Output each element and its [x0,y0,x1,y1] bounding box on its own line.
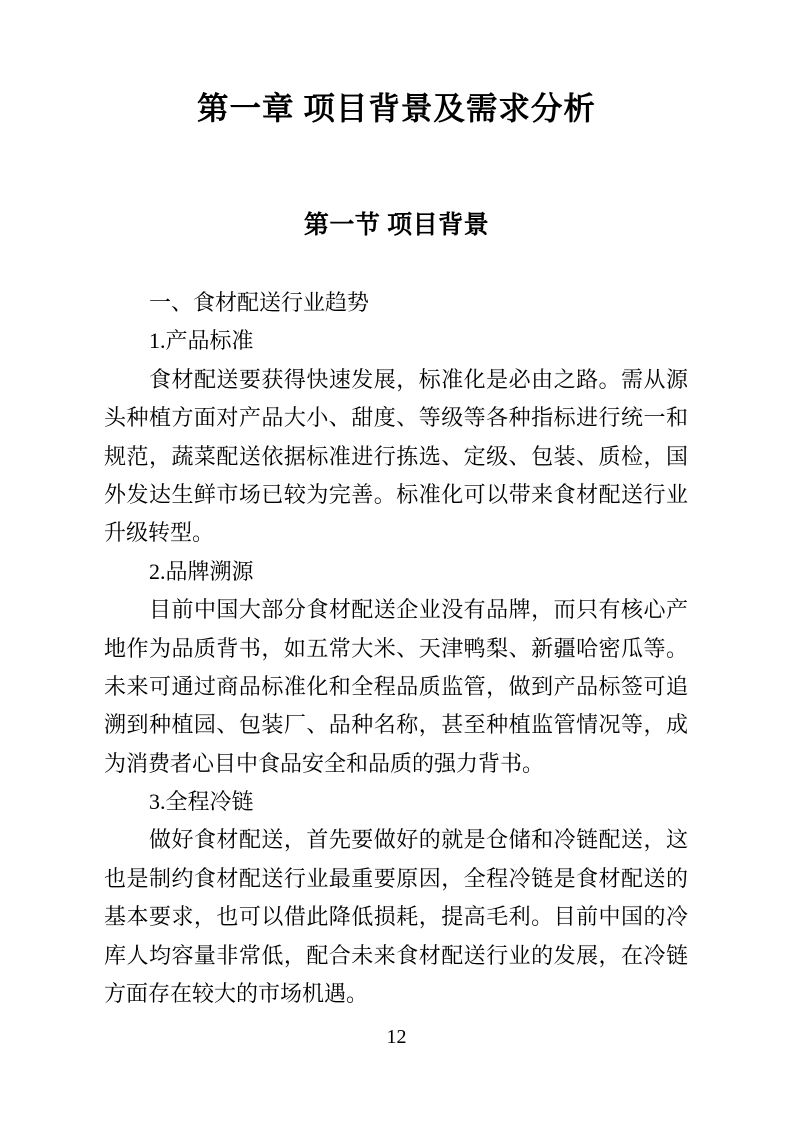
body-subheading [104,284,688,322]
chapter-heading: 第一章 项目背景及需求分析 [197,91,596,126]
body-paragraph [104,361,688,553]
body-text-line: 目前中国大部分食材配送企业没有品牌，而只有核心产 [149,597,688,623]
body-text-line: 溯到种植园、包装厂、品种名称，甚至种植监管情况等，成 [104,712,688,738]
body-text-line: 库人均容量非常低，配合未来食材配送行业的发展，在冷链 [104,942,688,968]
body-text-line: 外发达生鲜市场已较为完善。标准化可以带来食材配送行业 [104,481,688,507]
body-text-line: 食材配送要获得快速发展，标准化是必由之路。需从源 [149,366,688,392]
body-subheading [104,553,688,591]
body-paragraph [104,591,688,783]
body-text-line: 做好食材配送，首先要做好的就是仓储和冷链配送，这 [149,827,688,853]
body-text-line: 基本要求，也可以借此降低损耗，提高毛利。目前中国的冷 [104,904,688,930]
section-heading: 第一节 项目背景 [303,212,490,239]
body-text-line: 头种植方面对产品大小、甜度、等级等各种指标进行统一和 [104,405,688,431]
body-text-line: 方面存在较大的市场机遇。 [104,981,369,1007]
body-text-line: 升级转型。 [104,520,215,546]
body-text-line: 规范，蔬菜配送依据标准进行拣选、定级、包装、质检，国 [104,443,688,469]
body-subheading-line: 2.品牌溯源 [149,558,254,584]
body-text-line: 未来可通过商品标准化和全程品质监管，做到产品标签可追 [104,673,688,699]
body-subheading-line: 3.全程冷链 [149,789,254,815]
body-text-line: 也是制约食材配送行业最重要原因，全程冷链是食材配送的 [104,865,688,891]
body-subheading-line: 一、食材配送行业趋势 [149,290,370,315]
body-subheading-line: 1.产品标准 [149,328,254,354]
body-paragraph [104,821,688,1013]
page-number: 12 [386,1026,407,1049]
body-text-line: 地作为品质背书，如五常大米、天津鸭梨、新疆哈密瓜等。 [104,635,688,661]
body-subheading [104,322,688,360]
body-subheading [104,783,688,821]
body-paragraphs [104,284,688,1013]
body-text-line: 为消费者心目中食品安全和品质的强力背书。 [104,750,545,776]
